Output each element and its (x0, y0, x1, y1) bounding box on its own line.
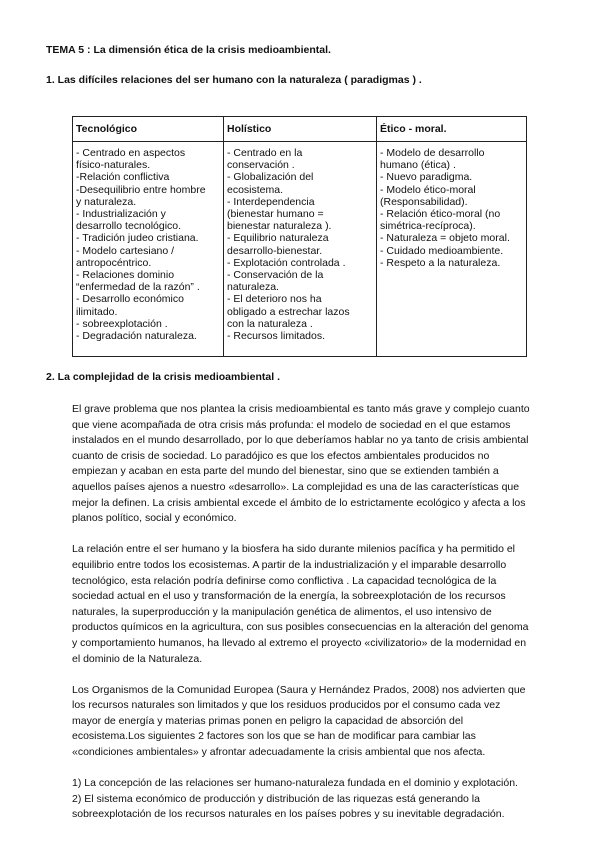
column-header: Tecnológico (73, 117, 224, 142)
section-heading-2: 2. La complejidad de la crisis medioambiental . (46, 371, 280, 383)
text-line: naturales, la superproducción y la manipulación genética de alimentos, el uso intensivo de (72, 605, 492, 618)
cell-line: (bienestar humano = (227, 208, 324, 221)
cell-line: - Desarrollo económico (76, 293, 184, 306)
text-line: que viene acompañada de otra crisis más profunda: el modelo de sociedad en el que estamos (72, 418, 511, 431)
cell-line: - Modelo cartesiano / (76, 244, 175, 257)
text-line: La relación entre el ser humano y la biosfera ha sido durante milenios pacífica y ha permitido el (72, 543, 515, 556)
column-header: Ético - moral. (377, 117, 527, 142)
paragraph (72, 776, 542, 823)
cell-line: -Desequilibrio entre hombre (76, 183, 206, 196)
section-heading-1: 1. Las difíciles relaciones del ser humano con la naturaleza ( paradigmas ) . (46, 74, 422, 86)
cell-line: - Degradación naturaleza. (76, 330, 197, 343)
text-line: El grave problema que nos plantea la crisis medioambiental es tanto más grave y complejo cuanto (72, 403, 530, 415)
cell-line: - Industrialización y (76, 208, 166, 221)
text-line: cuanto de crisis de sociedad. Lo paradójico es que los efectos ambientales producidos no (72, 449, 490, 462)
text-line: equilibrio entre todos los ecosistemas. A partir de la industrialización y el imparable desarrollo (72, 558, 507, 571)
text-line: 1) La concepción de las relaciones ser humano-naturaleza fundada en el dominio y explotación. (72, 777, 518, 790)
paragraph (72, 683, 542, 761)
cell-line: bienestar naturaleza ). (227, 220, 332, 233)
cell-line: antropocéntrico. (76, 256, 152, 269)
text-line: los recursos naturales son limitados y que los residuos producidos por el consumo cada vez (72, 699, 501, 712)
cell-line: - Modelo de desarrollo (380, 147, 485, 159)
cell-line: naturaleza. (227, 281, 279, 294)
text-line: Los Organismos de la Comunidad Europea (Saura y Hernández Prados, 2008) nos advierten que (72, 683, 526, 696)
text-line: productos químicos en la agricultura, con sus posibles consecuencias en la alteración del genoma (72, 621, 529, 634)
cell-line: - Relación ético-moral (no (380, 208, 501, 221)
cell-line: - Respeto a la naturaleza. (380, 256, 501, 269)
cell-line: simétrica-recíproca). (380, 220, 476, 233)
table-cell (73, 142, 224, 357)
cell-line: - Explotación controlada . (227, 256, 346, 269)
cell-line: y naturaleza. (76, 195, 137, 208)
text-line: mejor la definen. La crisis ambiental excede el ámbito de lo estrictamente ecológico y afecta a los (72, 496, 526, 509)
cell-line: - Naturaleza = objeto moral. (380, 232, 510, 245)
table-header-row (73, 117, 527, 142)
text-line: tecnológico, esta relación podría definirse como conflictiva . La capacidad tecnológica de la (72, 574, 497, 587)
cell-line: - Interdependencia (227, 195, 315, 208)
table-row (73, 142, 527, 357)
cell-line: - Relaciones dominio (76, 269, 175, 282)
cell-line: - Centrado en la (227, 147, 303, 159)
cell-line: con la naturaleza . (227, 317, 313, 330)
cell-line: - Cuidado medioambiente. (380, 244, 504, 257)
paragraph (72, 542, 542, 667)
cell-line: ilimitado. (76, 305, 118, 318)
text-line: mayor de energía y materias primas ponen en peligro la capacidad de absorción del (72, 714, 464, 727)
cell-line: humano (ética) . (380, 159, 456, 172)
text-line: planos político, social y económico. (72, 512, 237, 525)
cell-line: -Relación conflictiva (76, 171, 170, 184)
text-line: aquellos países ajenos a nuestro «desarrollo». La complejidad es una de las características que (72, 480, 520, 493)
cell-line: (Responsabilidad). (380, 195, 468, 208)
cell-line: - Modelo ético-moral (380, 183, 476, 196)
document-title: TEMA 5 : La dimensión ética de la crisis medioambiental. (46, 44, 331, 56)
cell-line: - Tradición judeo cristiana. (76, 232, 199, 245)
text-line: sociedad actual en el uso y transformación de la energía, la sobreexplotación de los recursos (72, 590, 506, 603)
text-line: el dominio de la Naturaleza. (72, 652, 203, 665)
cell-line: ecosistema. (227, 183, 284, 196)
text-line: y comportamiento humanos, ha llevado al extremo el proyecto «civilizatorio» de la modernidad en (72, 636, 527, 649)
paradigms-table (72, 116, 527, 357)
cell-line: desarrollo tecnológico. (76, 220, 182, 233)
cell-line: - Recursos limitados. (227, 330, 326, 343)
cell-line: - Conservación de la (227, 269, 324, 282)
paragraph (72, 402, 542, 527)
text-line: ecosistema.Los siguientes 2 factores son los que se han de modificar para cambiar las (72, 730, 476, 743)
cell-line: desarrollo-bienestar. (227, 244, 323, 257)
text-line: 2) El sistema económico de producción y distribución de las riquezas está generando la (72, 792, 480, 805)
cell-line: - El deterioro nos ha (227, 293, 322, 306)
cell-line: conservación . (227, 159, 295, 172)
cell-line: físico-naturales. (76, 159, 151, 172)
text-line: sobreexplotación de los recursos naturales en los países pobres y su inevitable degradación. (72, 808, 505, 821)
body-text (72, 402, 542, 839)
cell-line: - sobreexplotación . (76, 317, 168, 330)
text-line: instalados en el mundo desarrollado, por lo que deberíamos hablar no ya tanto de crisis ambiental (72, 434, 529, 447)
cell-line: obligado a estrechar lazos (227, 305, 350, 318)
column-header: Holístico (224, 117, 377, 142)
cell-line: “enfermedad de la razón” . (76, 281, 200, 294)
text-line: empiezan y acaban en esta parte del mundo del bienestar, sino que se extienden también a (72, 465, 499, 478)
text-line: «condiciones ambientales» y afrontar adecuadamente la crisis ambiental que nos afecta. (72, 746, 486, 759)
cell-line: - Centrado en aspectos (76, 147, 186, 159)
cell-line: - Nuevo paradigma. (380, 171, 473, 184)
table-cell (224, 142, 377, 357)
table-cell (377, 142, 527, 357)
cell-line: - Globalización del (227, 171, 314, 184)
cell-line: - Equilibrio naturaleza (227, 232, 329, 245)
